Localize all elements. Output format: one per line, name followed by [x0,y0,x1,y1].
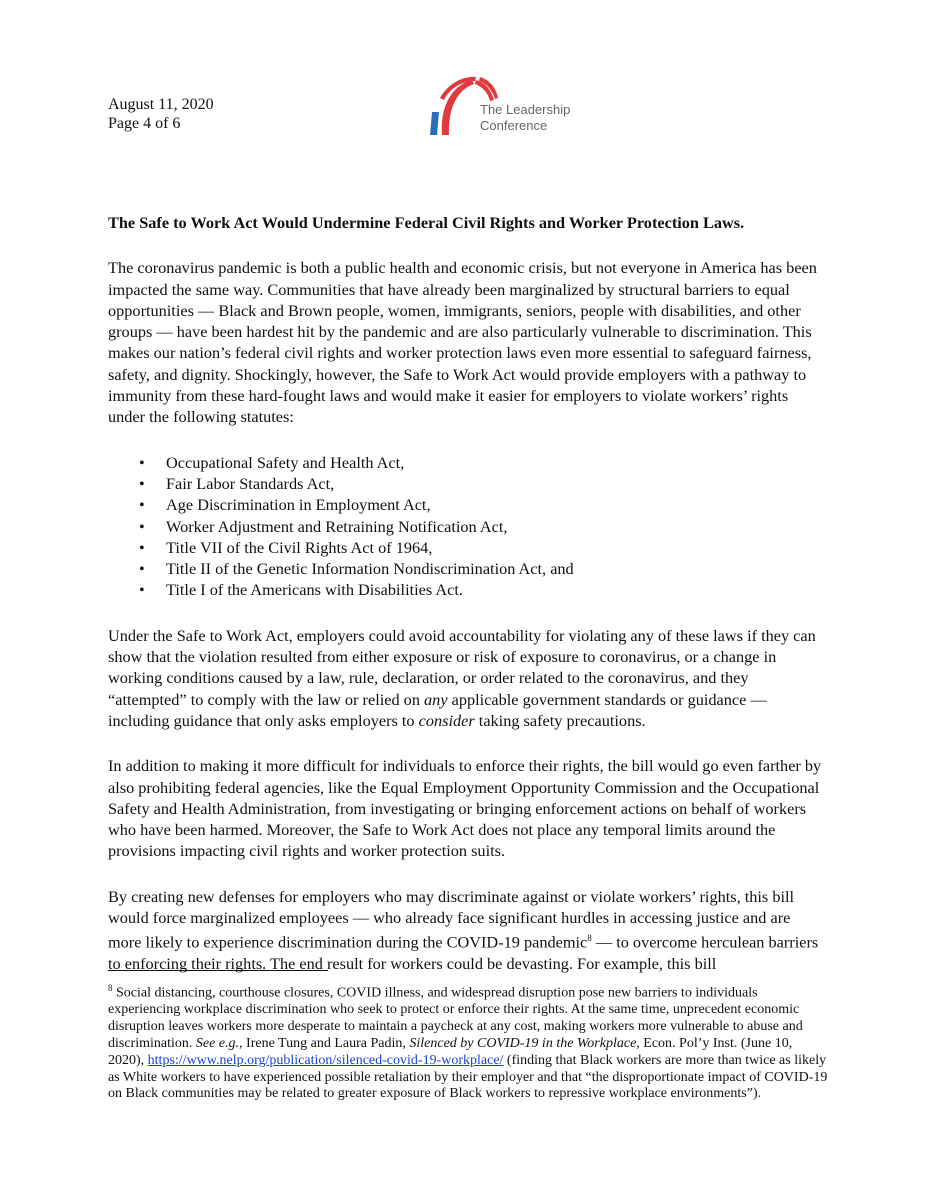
list-item: • Worker Adjustment and Retraining Notification Act, [166,516,824,537]
section-heading: The Safe to Work Act Would Undermine Federal Civil Rights and Worker Protection Laws. [108,213,745,232]
page-number: Page 4 of 6 [108,115,181,132]
footnote-ref: 8 [587,933,592,944]
paragraph-4: By creating new defenses for employers who may discriminate against or violate workers’ rights, this bill would force marginalized employees — who already face significant hurdles in accessing justice and are more likely to experience discrimination during the COVID-19 pandemic$^8$ — to overcome herculean barriers to enforcing their rights. The end result for workers could be devasting. For example, this bill [108,886,819,974]
leadership-conference-logo [428,74,588,136]
list-item: • Title VII of the Civil Rights Act of 1964, [166,537,824,558]
logo-text-line1: The Leadership [480,102,571,117]
footnote-divider [108,970,328,971]
paragraph-2: Under the Safe to Work Act, employers could avoid accountability for violating any of these laws if they can show that the violation resulted from either exposure or risk of exposure to coronavirus, or a change in working conditions caused by a law, rule, declaration, or order related to the coronavirus, and they “attempted” to comply with the law or relied on any applicable government standards or guidance — including guidance that only asks employers to consider taking safety precautions. [108,625,816,730]
list-item: • Age Discrimination in Employment Act, [166,494,824,515]
logo-text-line2: Conference [480,118,548,133]
footnote-link[interactable]: https://www.nelp.org/publication/silenced-covid-19-workplace/ [147,1052,504,1068]
list-item: • Occupational Safety and Health Act, [166,452,824,473]
footnote-8: $^8$ Social distancing, courthouse closures, COVID illness, and widespread disruption pose new barriers to individuals experiencing workplace discrimination who seek to protect or enforce their rights. At the same time, unprecedent economic disruption leaves workers more desperate to maintain a paycheck at any cost, making workers more vulnerable to abuse and discrimination. See e.g., Irene Tung and Laura Padin, Silenced by COVID-19 in the Workplace, Econ. Pol’y Inst. (June 10, 2020), https://www.nelp.org/publication/silenced-covid-19-workplace/ (finding that Black workers are more than twice as likely as White workers to have experienced possible retaliation by their employer and that “the disproportionate impact of COVID-19 on Black communities may be related to greater exposure of Black workers to repressive workplace environments”). [108,983,828,1102]
list-item: • Title I of the Americans with Disabilities Act. [166,579,824,600]
paragraph-1: The coronavirus pandemic is both a public health and economic crisis, but not everyone in America has been impacted the same way. Communities that have already been marginalized by structural barriers to equal opportunities — Black and Brown people, women, immigrants, seniors, people with disabilities, and other groups — have been hardest hit by the pandemic and are also particularly vulnerable to discrimination. This makes our nation’s federal civil rights and worker protection laws even more essential to safeguard fairness, safety, and dignity. Shockingly, however, the Safe to Work Act would provide employers with a pathway to immunity from these hard-fought laws and would make it easier for employers to violate workers’ rights under the following statutes: [108,258,817,427]
letter-body [108,212,824,998]
paragraph-3: In addition to making it more difficult for individuals to enforce their rights, the bill would go even farther by also prohibiting federal agencies, like the Equal Employment Opportunity Commission and the Occupational Safety and Health Administration, from investigating or bringing enforcement actions on behalf of workers who have been harmed. Moreover, the Safe to Work Act does not place any temporal limits around the provisions impacting civil rights and worker protection suits. [108,756,822,861]
letter-header [108,95,214,133]
statute-list [108,452,824,601]
list-item: • Title II of the Genetic Information Nondiscrimination Act, and [166,558,824,579]
list-item: • Fair Labor Standards Act, [166,473,824,494]
date: August 11, 2020 [108,96,214,113]
